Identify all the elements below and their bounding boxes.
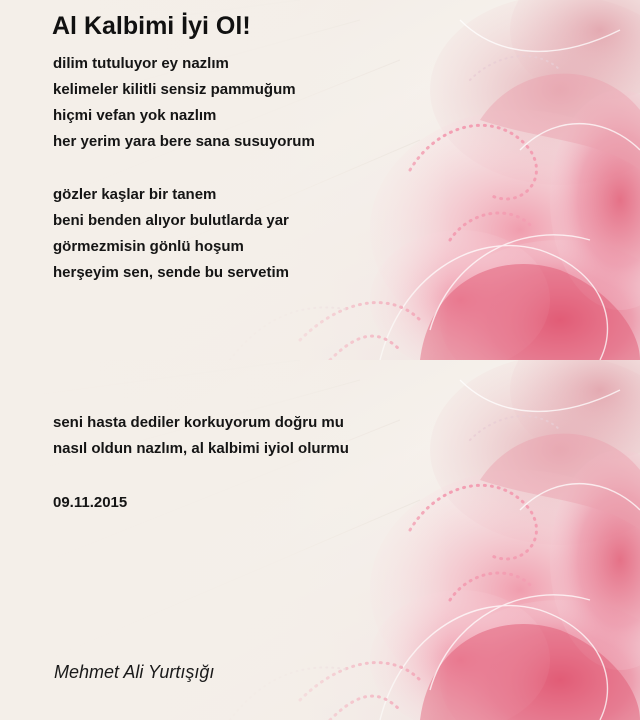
poem-author: Mehmet Ali Yurtışığı [54,662,215,682]
poem-line: kelimeler kilitli sensiz pammuğum [53,81,296,98]
poem-line: hiçmi vefan yok nazlım [53,107,217,124]
poem-line: her yerim yara bere sana susuyorum [53,133,315,150]
poem-stanza-3 [53,410,349,462]
poem-line: gözler kaşlar bir tanem [53,186,217,203]
poem-line: nasıl oldun nazlım, al kalbimi iyiol olurmu [53,440,349,457]
poem-date: 09.11.2015 [53,494,128,511]
poem-stanza-1 [53,51,315,155]
poem-line: dilim tutuluyor ey nazlım [53,55,229,72]
poem-stanza-2 [53,182,289,286]
poem-line: seni hasta dediler korkuyorum doğru mu [53,414,344,431]
poem-title: Al Kalbimi İyi Ol! [52,12,251,40]
poem-line: herşeyim sen, sende bu servetim [53,264,289,281]
poem-line: görmezmisin gönlü hoşum [53,238,244,255]
poem-line: beni benden alıyor bulutlarda yar [53,212,289,229]
